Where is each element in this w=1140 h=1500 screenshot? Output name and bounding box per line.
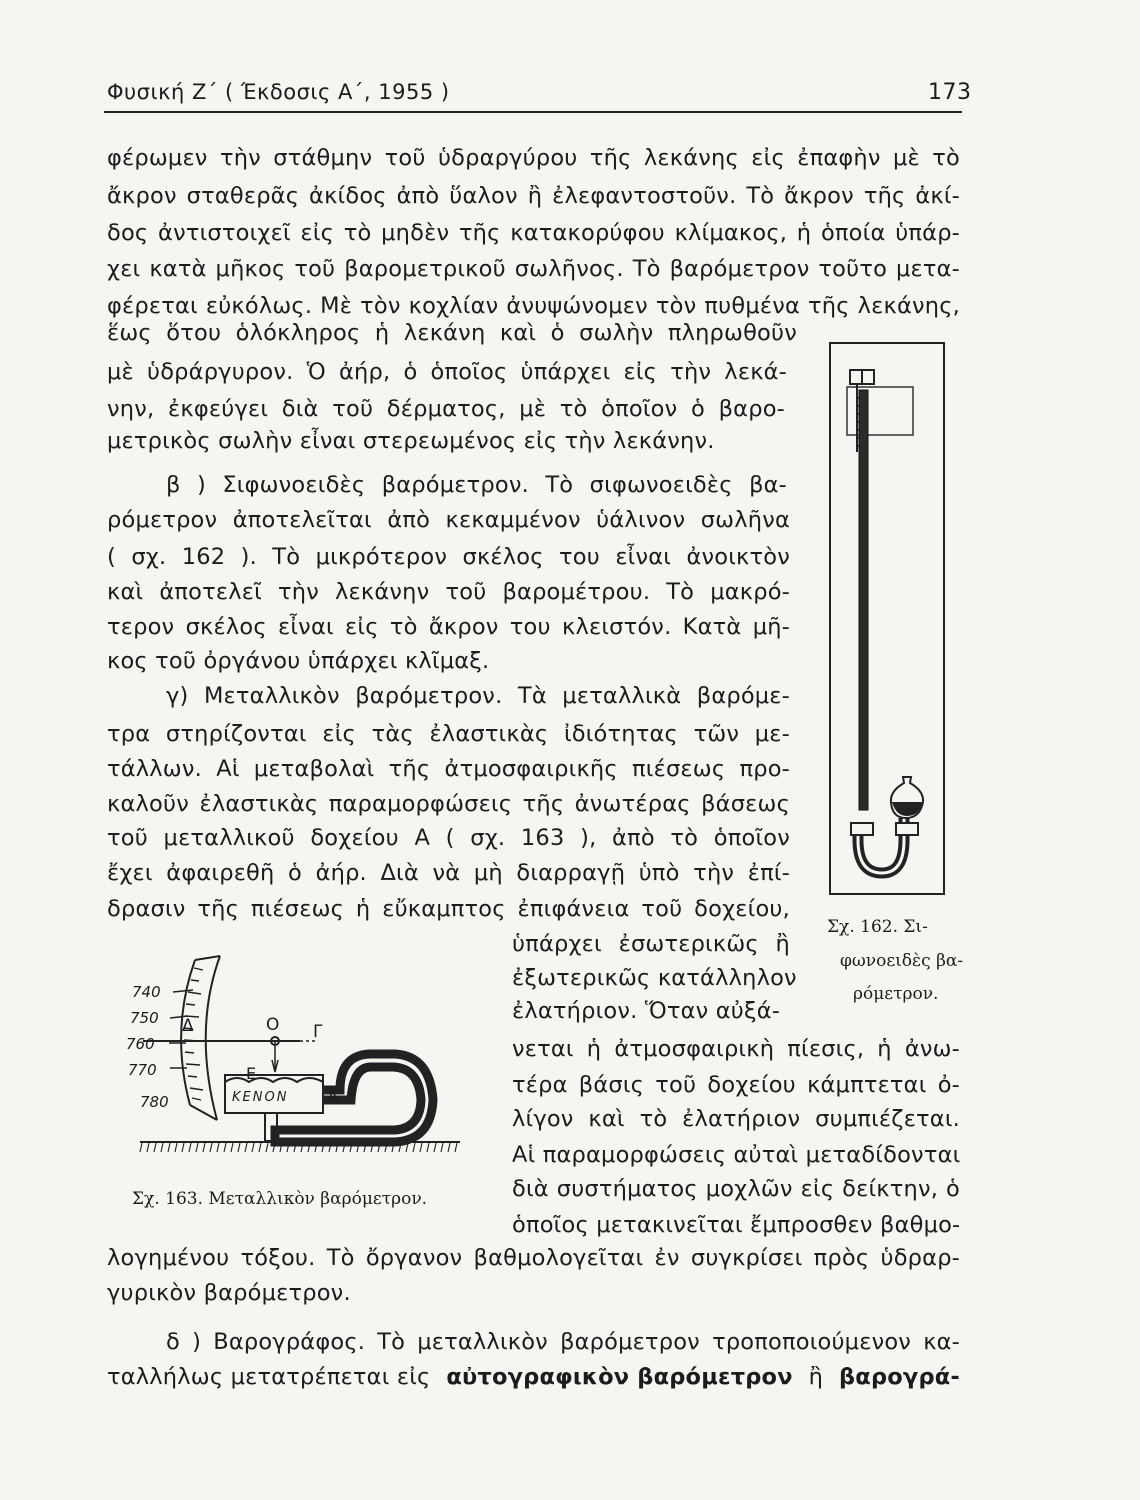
text-line: ὑπάρχει ἐσωτερικῶς ἢ — [512, 931, 790, 957]
text-line: δρασιν τῆς πιέσεως ἡ εὔκαμπτος ἐπιφάνεια τοῦ δοχείου, — [107, 896, 790, 922]
text-line: λίγον καὶ τὸ ἐλατήριον συμπιέζεται. — [512, 1106, 960, 1132]
label-gamma: Γ — [313, 1022, 323, 1042]
text-line: κος τοῦ ὀργάνου ὑπάρχει κλῖμαξ. — [107, 648, 490, 674]
text-line: τερον σκέλος εἶναι εἰς τὸ ἄκρον του κλειστόν. Κατὰ μῆ- — [107, 614, 790, 640]
scale-label-760: 760 — [126, 1035, 155, 1053]
figure-163-caption: Σχ. 163. Μεταλλικὸν βαρόμετρον. — [132, 1189, 428, 1209]
bold-term: αὐτογραφικὸν βαρόμετρον — [446, 1364, 793, 1390]
scale-label-780: 780 — [140, 1093, 169, 1111]
figure-162-caption-1: Σχ. 162. Σι- — [827, 917, 928, 937]
text-line: ὁποῖος μετακινεῖται ἔμπροσθεν βαθμο- — [512, 1212, 961, 1238]
lower-clamp-right — [896, 823, 918, 835]
scale-label-750: 750 — [130, 1009, 159, 1027]
label-a: Α — [327, 1088, 339, 1108]
text-line: φέρωμεν τὴν στάθμην τοῦ ὑδραργύρου τῆς λεκάνης εἰς ἐπαφὴν μὲ τὸ — [107, 145, 960, 171]
scale-label-770: 770 — [128, 1061, 157, 1079]
lower-clamp-left — [851, 823, 873, 835]
text-line: νεται ἡ ἀτμοσφαιρικὴ πίεσις, ἡ ἀνω- — [512, 1036, 960, 1062]
header-rule — [104, 111, 962, 113]
text-line: Αἱ παραμορφώσεις αὐταὶ μεταδίδονται — [512, 1142, 961, 1168]
text-line: ἕως ὅτου ὁλόκληρος ἡ λεκάνη καὶ ὁ σωλὴν πληρωθοῦν — [107, 320, 797, 346]
bold-term: βαρογρά- — [839, 1364, 960, 1390]
text-line: τοῦ μεταλλικοῦ δοχείου Α ( σχ. 163 ), ἀπὸ τὸ ὁποῖον — [107, 825, 790, 851]
text-line: ἐξωτερικῶς κατάλληλον — [512, 965, 797, 991]
figure-163-metallic-barometer — [125, 950, 470, 1160]
text-line: καὶ ἀποτελεῖ τὴν λεκάνην τοῦ βαρομέτρου. Τὸ μακρό- — [107, 579, 790, 605]
section-delta-heading: δ ) Βαρογράφος. Τὸ μεταλλικὸν βαρόμετρον τροποποιούμενον κα- — [166, 1329, 960, 1355]
text-line: χει κατὰ μῆκος τοῦ βαρομετρικοῦ σωλῆνος. Τὸ βαρόμετρον τοῦτο μετα- — [107, 256, 960, 282]
text-line: λογημένου τόξου. Τὸ ὄργανον βαθμολογεῖται ἐν συγκρίσει πρὸς ὑδραρ- — [107, 1245, 960, 1271]
text-line: ρόμετρον ἀποτελεῖται ἀπὸ κεκαμμένον ὑάλινον σωλῆνα — [107, 507, 790, 533]
running-header-title: Φυσική Ζ΄ ( Έκδοσις Α΄, 1955 ) — [107, 80, 450, 104]
text-line: τάλλων. Αἱ μεταβολαὶ τῆς ἀτμοσφαιρικῆς πιέσεως προ- — [107, 756, 790, 782]
section-beta-heading: β ) Σιφωνοειδὲς βαρόμετρον. Τὸ σιφωνοειδὲς βα- — [166, 472, 787, 498]
text-segment: ἢ — [808, 1364, 824, 1390]
text-line: ( σχ. 162 ). Τὸ μικρότερον σκέλος του εἶναι ἀνοικτὸν — [107, 544, 790, 570]
text-line: μὲ ὑδράργυρον. Ὁ ἀήρ, ὁ ὁποῖος ὑπάρχει εἰς τὴν λεκά- — [107, 359, 787, 385]
text-line: μετρικὸς σωλὴν εἶναι στερεωμένος εἰς τὴν λεκάνην. — [107, 428, 715, 454]
label-vacuum: ΚΕΝΟΝ — [232, 1090, 289, 1105]
text-line: τέρα βάσις τοῦ δοχείου κάμπτεται ὀ- — [512, 1072, 960, 1098]
text-line: ἔχει ἀφαιρεθῆ ὁ ἀήρ. Διὰ νὰ μὴ διαρραγῇ ὑπὸ τὴν ἐπί- — [107, 860, 790, 886]
long-closed-leg — [859, 390, 868, 810]
text-line: ἄκρον σταθερᾶς ἀκίδος ἀπὸ ὕαλον ἢ ἐλεφαντοστοῦν. Τὸ ἄκρον τῆς ἀκί- — [107, 183, 960, 209]
page-number: 173 — [928, 80, 972, 105]
label-e: Ε — [246, 1064, 257, 1083]
text-line: φέρεται εὐκόλως. Μὲ τὸν κοχλίαν ἀνυψώνομεν τὸν πυθμένα τῆς λεκάνης, — [107, 293, 960, 319]
scale-label-740: 740 — [132, 983, 161, 1001]
section-gamma-heading: γ) Μεταλλικὸν βαρόμετρον. Τὰ μεταλλικὰ βαρόμε- — [166, 683, 790, 709]
label-o: Ο — [266, 1015, 280, 1035]
figure-162-caption-2: φωνοειδὲς βα- — [840, 951, 964, 971]
text-line: τρα στηρίζονται εἰς τὰς ἐλαστικὰς ἰδιότητας τῶν με- — [107, 721, 790, 747]
label-delta: Δ — [182, 1016, 194, 1036]
figure-162-siphon-barometer — [820, 340, 960, 900]
text-line: ἐλατήριον. Ὅταν αὐξά- — [512, 998, 781, 1024]
figure-162-caption-3: ρόμετρον. — [853, 984, 939, 1004]
text-line-last — [107, 1361, 960, 1393]
text-segment: ταλλήλως μετατρέπεται εἰς — [107, 1364, 431, 1390]
text-line: διὰ συστήματος μοχλῶν εἰς δείκτην, ὁ — [512, 1176, 960, 1202]
text-line: γυρικὸν βαρόμετρον. — [107, 1280, 351, 1306]
text-line: καλοῦν ἐλαστικὰς παραμορφώσεις τῆς ἀνωτέρας βάσεως — [107, 791, 790, 817]
text-line: νην, ἐκφεύγει διὰ τοῦ δέρματος, μὲ τὸ ὁποῖον ὁ βαρο- — [107, 396, 785, 422]
text-line: δος ἀντιστοιχεῖ εἰς τὸ μηδὲν τῆς κατακορύφου κλίμακος, ἡ ὁποία ὑπάρ- — [107, 220, 960, 246]
